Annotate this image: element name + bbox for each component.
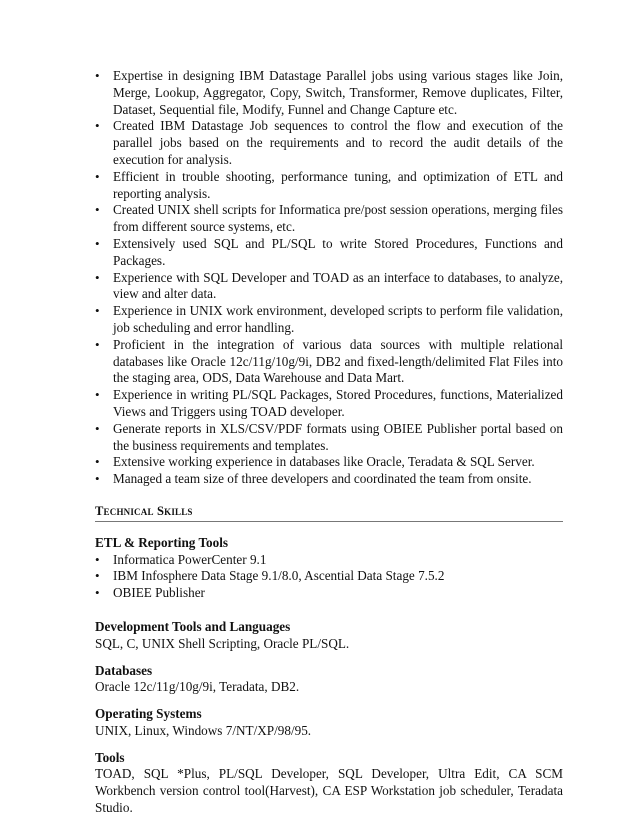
list-item-text: Created UNIX shell scripts for Informatica pre/post session operations, merging files from different source systems, etc. [113, 202, 563, 235]
os-section [95, 706, 563, 740]
list-item-text: Proficient in the integration of various data sources with multiple relational databases like Oracle 12c/11g/10g/9i, DB2 and fixed-length/delimited Flat Files into the staging area, ODS, Data Warehouse and Data Mart. [113, 336, 563, 386]
etl-tools-list [95, 552, 563, 602]
list-item-text: Experience with SQL Developer and TOAD as an interface to databases, to analyze, view and alter data. [113, 269, 563, 302]
list-item-text: IBM Infosphere Data Stage 9.1/8.0, Ascential Data Stage 7.5.2 [113, 568, 445, 584]
os-title: Operating Systems [95, 706, 202, 722]
list-item [95, 387, 563, 421]
databases-section [95, 663, 563, 697]
bullet-icon: • [95, 551, 100, 567]
list-item [95, 568, 563, 585]
bullet-icon: • [95, 471, 100, 487]
list-item [95, 454, 563, 471]
list-item-text: OBIEE Publisher [113, 585, 205, 601]
technical-skills-heading: Technical Skills [95, 503, 563, 522]
list-item-text: Extensively used SQL and PL/SQL to write Stored Procedures, Functions and Packages. [113, 235, 563, 268]
databases-title: Databases [95, 662, 153, 678]
list-item [95, 303, 563, 337]
dev-tools-section [95, 619, 563, 653]
list-item [95, 270, 563, 304]
list-item [95, 552, 563, 569]
tools-title: Tools [95, 749, 125, 765]
list-item [95, 202, 563, 236]
list-item-text: Extensive working experience in databases like Oracle, Teradata & SQL Server. [113, 454, 535, 470]
bullet-icon: • [95, 303, 100, 319]
bullet-icon: • [95, 454, 100, 470]
list-item [95, 585, 563, 602]
tools-text: TOAD, SQL *Plus, PL/SQL Developer, SQL Developer, Ultra Edit, CA SCM Workbench version control tool(Harvest), CA ESP Workstation job scheduler, Teradata Studio. [95, 766, 563, 816]
list-item-text: Informatica PowerCenter 9.1 [113, 551, 267, 567]
list-item-text: Generate reports in XLS/CSV/PDF formats using OBIEE Publisher portal based on the business requirements and templates. [113, 420, 563, 453]
tools-section [95, 750, 563, 817]
bullet-icon: • [95, 420, 100, 436]
list-item [95, 421, 563, 455]
bullet-icon: • [95, 585, 100, 601]
dev-tools-title: Development Tools and Languages [95, 618, 291, 634]
list-item-text: Experience in UNIX work environment, developed scripts to perform file validation, job scheduling and error handling. [113, 303, 563, 335]
bullet-icon: • [95, 118, 100, 134]
bullet-icon: • [95, 68, 100, 83]
list-item-text: Managed a team size of three developers and coordinated the team from onsite. [113, 471, 532, 487]
etl-tools-title: ETL & Reporting Tools [95, 534, 229, 550]
bullet-icon: • [95, 387, 100, 403]
os-text: UNIX, Linux, Windows 7/NT/XP/98/95. [95, 722, 312, 738]
list-item [95, 68, 563, 118]
databases-text: Oracle 12c/11g/10g/9i, Teradata, DB2. [95, 679, 300, 695]
bullet-icon: • [95, 336, 100, 352]
bullet-icon: • [95, 168, 100, 184]
list-item [95, 337, 563, 387]
bullet-icon: • [95, 202, 100, 218]
bullet-icon: • [95, 568, 100, 584]
bullet-icon: • [95, 235, 100, 251]
list-item-text: Expertise in designing IBM Datastage Parallel jobs using various stages like Join, Merge, Lookup, Aggregator, Copy, Switch, Transformer, Remove duplicates, Filter, Dataset, Sequential file, Modify, Funnel and Change Capture etc. [113, 68, 563, 117]
experience-bullet-list [95, 68, 563, 488]
list-item [95, 169, 563, 203]
list-item [95, 236, 563, 270]
bullet-icon: • [95, 269, 100, 285]
list-item [95, 118, 563, 168]
list-item-text: Experience in writing PL/SQL Packages, Stored Procedures, functions, Materialized Views and Triggers using TOAD developer. [113, 387, 563, 419]
list-item [95, 471, 563, 488]
list-item-text: Efficient in trouble shooting, performance tuning, and optimization of ETL and reporting analysis. [113, 168, 563, 201]
etl-tools-section [95, 535, 563, 602]
list-item-text: Created IBM Datastage Job sequences to control the flow and execution of the parallel jobs based on the requirements and to record the audit details of the execution for analysis. [113, 118, 563, 167]
dev-tools-text: SQL, C, UNIX Shell Scripting, Oracle PL/SQL. [95, 635, 350, 651]
resume-page [95, 68, 563, 817]
